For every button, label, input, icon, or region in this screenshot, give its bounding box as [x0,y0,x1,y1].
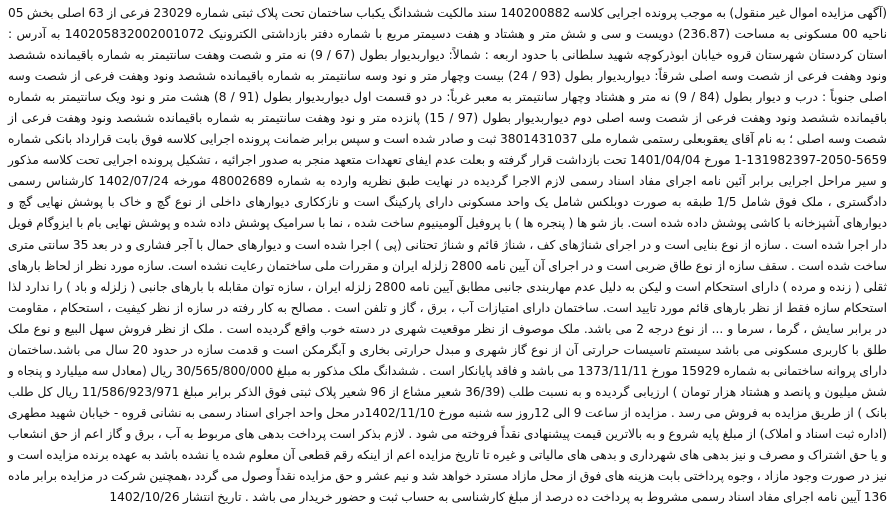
auction-notice [8,3,888,505]
auction-notice-text: (آگهی مزایده اموال غیر منقول) به موجب پرونده اجرایی کلاسه 140200882 سند مالکیت ششدانگ یکباب ساختمان تحت پلاک ثبتی شماره 23029 فرعی از 63 اصلی بخش 05 ناحیه 00 مسکونی به مساحت (236.87) دویست و سی و شش متر و هشتاد و هفت دسیمتر مربع با شماره دفتر بازداشتی الکترونیک 140205832002001072 به آدرس : استان کردستان شهرستان قروه خیابان ابوذرکوچه شهید سلطانی با حدود اربعه : شمالاً: دیواربدیوار بطول (67 / 9) نه متر و شصت وهفت سانتیمتر به شماره باقیمانده ششصد ونود وهفت فرعی از شصت وسه اصلی شرقاً: دیواربدیوار بطول (93 / 24) بیست وچهار متر و نود وسه سانتیمتر به شماره باقیمانده ششصد ونود وهفت فرعی از شصت وسه اصلی جنوباً : درب و دیوار بطول (84 / 9) نه متر و هشتاد وچهار سانتیمتر به معبر غرباً: در دو قسمت اول دیواربدیوار بطول (91 / 8) هشت متر و نود ویک سانتیمتر به شماره باقیمانده ششصد ونود وهفت فرعی از شصت وسه اصلی دوم دیواربدیوار بطول (97 / 15) پانزده متر و نود وهفت سانتیمتر به شماره باقیمانده ششصد ونود وهفت فرعی از شصت وسه اصلی ؛ به نام آقای یعقوبعلی رستمی شماره ملی 3801431037 ثبت و صادر شده است و سپس برابر ضمانت پرونده اجرایی کلاسه فوق بابت قرارداد بانکی شماره 5659-2050-131982397-1 مورخ 1401/04/04 تحت بازداشت قرار گرفته و بعلت عدم ایفای تعهدات متعهد منجر به صدور اجرائیه ، تشکیل پرونده اجرایی تحت کلاسه مذکور و سیر مراحل اجرایی برابر آئین نامه اجرای مفاد اسناد رسمی لازم الاجرا گردیده در نهایت طبق نظریه وارده به شماره 48002689 مورخه 1402/07/24 کارشناس رسمی دادگستری ، ملک فوق شامل 1/5 طبقه به صورت دوبلکس شامل یک واحد مسکونی دارای پارکینگ است و نازککاری دیوارهای داخلی از نوع گچ و خاک با پوشش نهایی گچ و دیوارهای آشپزخانه با کاشی پوشش داده شده است. باز شو ها ( پنجره ها ) با پروفیل آلومینیوم ساخت شده ، نما با سرامیک پوشش داده شده و پوشش نهایی بام با ایزوگام فویل دار اجرا شده است . سازه از نوع بنایی است و در اجرای شناژهای کف ، شناژ قائم و شناژ تحتانی (پی ) اجرا شده است و دیوارهای حمال با آجر فشاری و در بعد 35 سانتی متری ساخت شده است . سقف سازه از نوع طاق ضربی است و در اجرای آن آیین نامه 2800 زلزله ایران و مقررات ملی ساختمان رعایت نشده است. سازه مورد نظر از لحاظ بارهای ثقلی ( زنده و مرده ) دارای استحکام است و لیکن به دلیل عدم مهاربندی جانبی مطابق آیین نامه 2800 زلزله ایران ، سازه توان مقابله با بارهای جانبی ( زلزله و باد ) را ندارد لذا استحکام سازه فقط از نظر بارهای قائم مورد تایید است. ساختمان دارای امتیازات آب ، برق ، گاز و تلفن است . مصالح به کار رفته در سازه از نظر کیفیت ، استحکام ، مقاومت در برابر سایش ، گرما ، سرما و ... از نوع درجه 2 می باشد. ملک موصوف از نظر موقعیت شهری در دسته خوب واقع گردیده است . ملک از نظر فروش سهل البیع و نوع ملک طلق با کاربری مسکونی می باشد سیستم تاسیسات حرارتی آن از نوع گاز شهری و مبدل حرارتی بخاری و آبگرمکن است و قدمت سازه در حدود 20 سال می باشد.ساختمان دارای پروانه ساختمانی به شماره 15929 مورخ 1373/11/11 می باشد و فاقد پایانکار است . ششدانگ ملک مذکور به مبلغ 30/565/800/000 ریال (معادل سه میلیارد و پنجاه و شش میلیون و پانصد و هشتاد هزار تومان ) ارزیابی گردیده و به نسبت طلب (36/39 شعیر مشاع از 96 شعیر پلاک ثبتی فوق الذکر برابر مبلغ 11/586/923/971 ریال کل طلب بانک ) از طریق مزایده به فروش می رسد . مزایده از ساعت 9 الی 12روز سه شنبه مورخ 1402/11/10در محل واحد اجرای اسناد رسمی به نشانی قروه - خیابان شهید مطهری (اداره ثبت اسناد و املاک) از مبلغ پایه شروع و به بالاترین قیمت پیشنهادی نقداً فروخته می شود . لازم بذکر است پرداخت بدهی های مربوط به آب ، برق و گاز اعم از حق انشعاب و یا حق اشتراک و مصرف و نیز بدهی های شهرداری و بدهی های مالیاتی و غیره تا تاریخ مزایده اعم از اینکه رقم قطعی آن معلوم شده یا نشده باشد به عهده برنده مزایده است و نیز در صورت وجود مازاد ، وجوه پرداختی بابت هزینه های فوق از محل مازاد مسترد خواهد شد و نیم عشر و حق مزایده نقداً وصول می گردد ،همچنین شرکت در مزایده برابر ماده 136 آیین نامه اجرای مفاد اسناد رسمی مشروط به پرداخت ده درصد از مبلغ کارشناسی به حساب ثبت و حضور خریدار می باشد . تاریخ انتشار 1402/10/26 [8,6,888,505]
